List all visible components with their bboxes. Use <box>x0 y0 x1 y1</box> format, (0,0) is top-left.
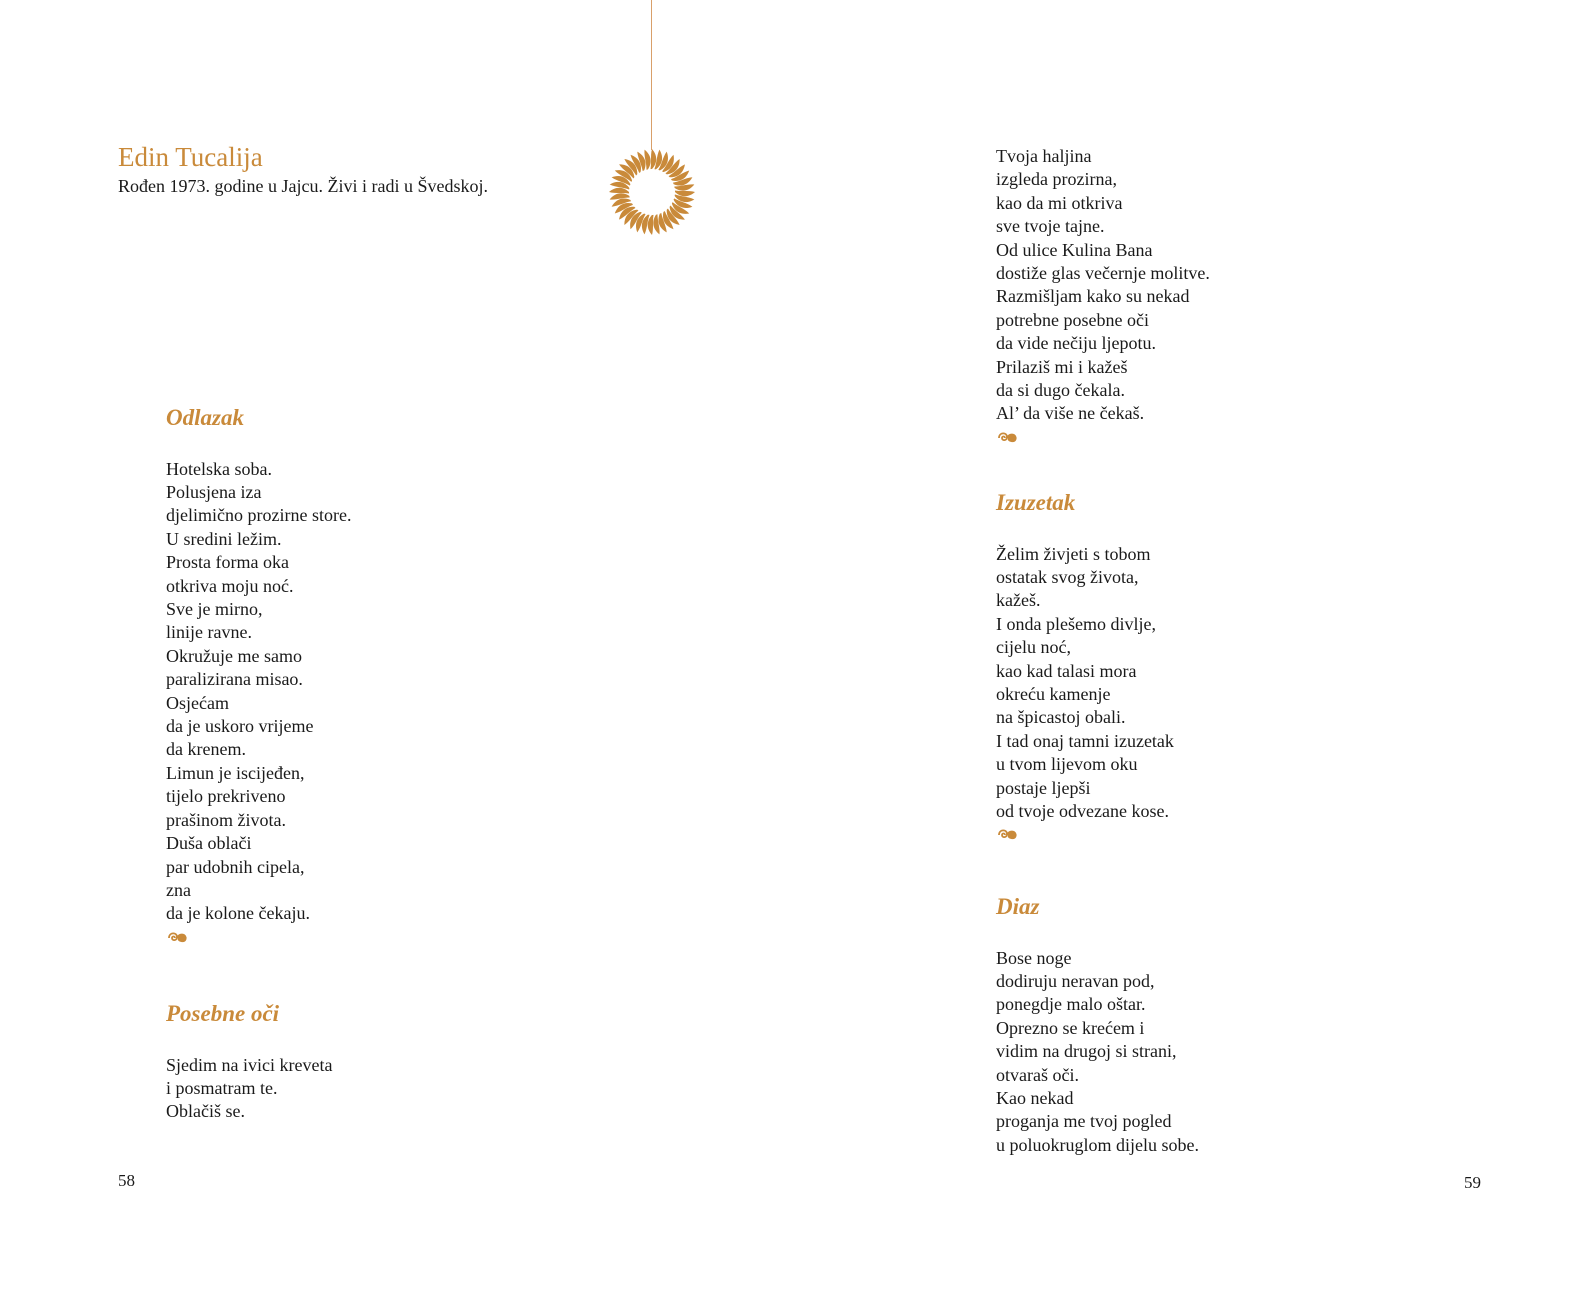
poem-title: Posebne oči <box>166 1001 280 1026</box>
poem-line: otvaraš oči. <box>996 1064 1079 1085</box>
poem-line: potrebne posebne oči <box>996 309 1149 330</box>
poem-diaz <box>996 893 1199 1157</box>
poem-lines <box>996 947 1199 1158</box>
poem-line: okreću kamenje <box>996 684 1111 705</box>
poem-line: kao kad talasi mora <box>996 660 1137 681</box>
poem-line: da krenem. <box>166 739 246 760</box>
poem-line: da je kolone čekaju. <box>166 903 310 924</box>
poem-title: Diaz <box>996 894 1040 919</box>
poem-line: da si dugo čekala. <box>996 380 1125 401</box>
author-bio: Rođen 1973. godine u Jajcu. Živi i radi u Švedskoj. <box>118 176 488 196</box>
fleuron-icon <box>996 428 1210 448</box>
poem-line: prašinom života. <box>166 809 286 830</box>
poem-line: od tvoje odvezane kose. <box>996 801 1169 822</box>
poem-line: Od ulice Kulina Bana <box>996 239 1153 260</box>
poem-line: U sredini ležim. <box>166 528 282 549</box>
poem-line: kažeš. <box>996 590 1041 611</box>
poem-line: Polusjena iza <box>166 482 262 502</box>
poem-line: vidim na drugoj si strani, <box>996 1041 1177 1062</box>
poem-lines <box>996 543 1174 824</box>
poem-line: Al’ da više ne čekaš. <box>996 403 1145 424</box>
poem-line: da vide nečiju ljepotu. <box>996 333 1156 354</box>
poem-line: Sjedim na ivici kreveta <box>166 1054 333 1075</box>
poem-line: linije ravne. <box>166 622 252 643</box>
poem-line: Oblačiš se. <box>166 1101 245 1122</box>
poem-line: par udobnih cipela, <box>166 856 305 877</box>
poem-line: Prosta forma oka <box>166 552 289 573</box>
poem-line: Duša oblači <box>166 833 252 854</box>
sun-wreath-ornament-icon <box>606 146 698 238</box>
poem-line: Sve je mirno, <box>166 599 263 620</box>
poem-line: Razmišljam kako su nekad <box>996 286 1190 307</box>
poem-lines <box>166 458 351 926</box>
poem-line: Osjećam <box>166 692 229 713</box>
poem-line: djelimično prozirne store. <box>166 505 352 526</box>
poem-line: paralizirana misao. <box>166 669 303 690</box>
poem-izuzetak <box>996 489 1174 845</box>
poem-line: Kao nekad <box>996 1088 1074 1109</box>
poem-line: Hotelska soba. <box>166 458 272 479</box>
poem-line: otkriva moju noć. <box>166 575 294 596</box>
poem-line: tijelo prekriveno <box>166 786 286 807</box>
poem-line: proganja me tvoj pogled <box>996 1111 1172 1132</box>
poem-line: Tvoja haljina <box>996 146 1092 166</box>
poem-line: Oprezno se krećem i <box>996 1017 1145 1038</box>
poem-title: Odlazak <box>166 405 244 430</box>
poem-line: dostiže glas večernje molitve. <box>996 263 1210 284</box>
poem-line: postaje ljepši <box>996 777 1091 798</box>
poem-lines <box>996 145 1210 426</box>
poem-line: u poluokruglom dijelu sobe. <box>996 1134 1199 1155</box>
poem-posebne-oci <box>166 1000 332 1124</box>
poem-line: izgleda prozirna, <box>996 169 1117 190</box>
poem-title: Izuzetak <box>996 490 1076 515</box>
poem-line: na špicastoj obali. <box>996 707 1126 728</box>
poem-line: Prilaziš mi i kažeš <box>996 356 1128 377</box>
fleuron-icon <box>996 825 1174 845</box>
poem-line: u tvom lijevom oku <box>996 754 1138 775</box>
poem-line: ostatak svog života, <box>996 567 1139 587</box>
poem-line: Želim živjeti s tobom <box>996 543 1151 564</box>
poem-line: zna <box>166 879 191 900</box>
poem-line: Okružuje me samo <box>166 645 302 666</box>
fleuron-icon <box>166 928 351 948</box>
poem-lines <box>166 1054 332 1124</box>
poem-line: I tad onaj tamni izuzetak <box>996 730 1174 751</box>
page-number-left: 58 <box>118 1171 135 1190</box>
poem-line: cijelu noć, <box>996 637 1071 658</box>
poem-line: Limun je iscijeđen, <box>166 762 305 783</box>
poem-line: sve tvoje tajne. <box>996 216 1105 237</box>
poem-line: kao da mi otkriva <box>996 192 1123 213</box>
poem-line: Bose noge <box>996 947 1072 968</box>
author-name: Edin Tucalija <box>118 142 263 172</box>
poem-line: I onda plešemo divlje, <box>996 613 1156 634</box>
poem-line: i posmatram te. <box>166 1078 278 1098</box>
poem-line: dodiruju neravan pod, <box>996 971 1155 991</box>
page-number-right: 59 <box>1464 1173 1481 1192</box>
hanging-thread <box>651 0 652 150</box>
poem-posebne-oci-continued <box>996 145 1210 448</box>
poem-line: da je uskoro vrijeme <box>166 716 314 737</box>
poem-odlazak <box>166 404 351 948</box>
poem-line: ponegdje malo oštar. <box>996 994 1146 1015</box>
